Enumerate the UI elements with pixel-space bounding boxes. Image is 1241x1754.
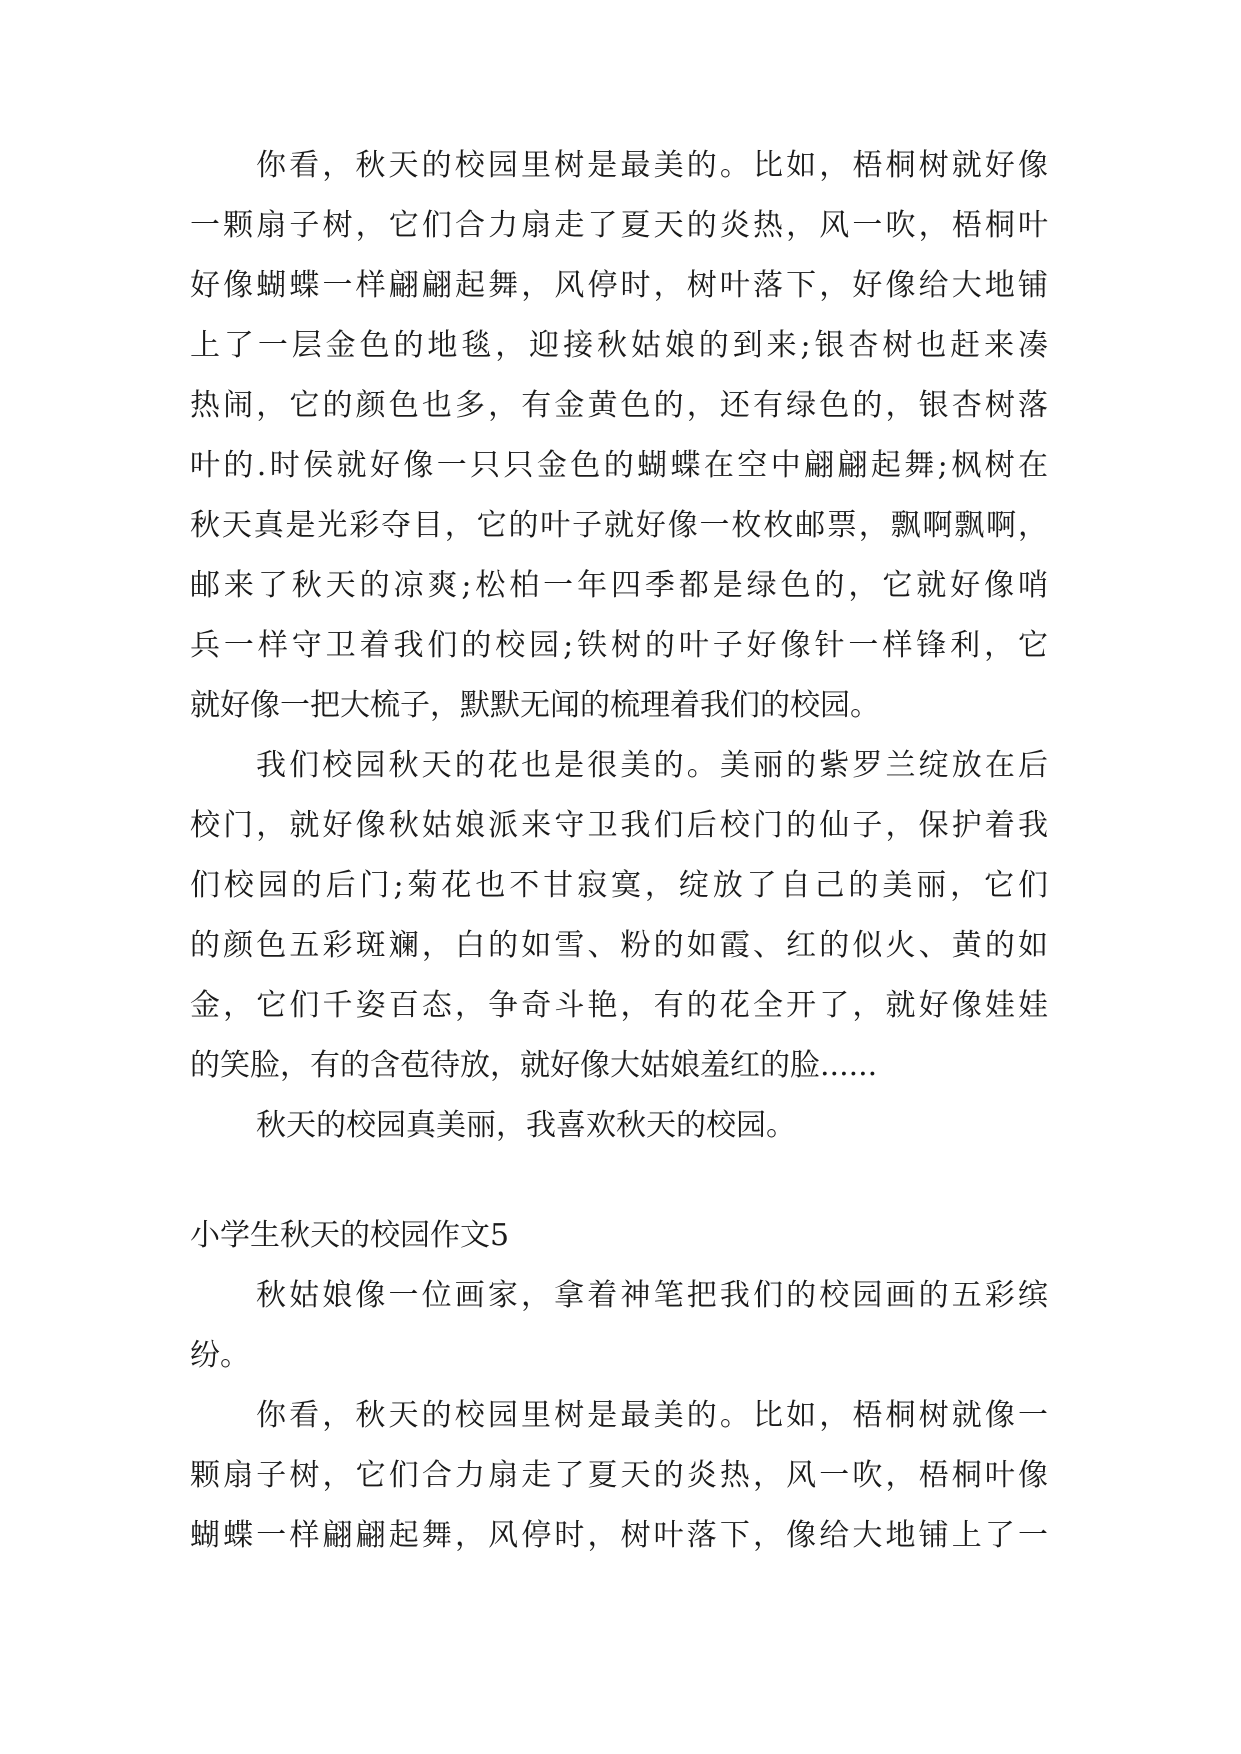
text-line: 好像蝴蝶一样翩翩起舞，风停时，树叶落下，好像给大地铺 <box>190 268 1048 303</box>
text-line: 纷。 <box>190 1338 250 1373</box>
text-line: 的颜色五彩斑斓，白的如雪、粉的如霞、红的似火、黄的如 <box>190 928 1048 963</box>
text-line: 颗扇子树，它们合力扇走了夏天的炎热，风一吹，梧桐叶像 <box>190 1458 1048 1493</box>
text-line: 校门，就好像秋姑娘派来守卫我们后校门的仙子，保护着我 <box>190 808 1048 843</box>
essay-part-2 <box>190 1266 1048 1566</box>
text-line: 秋天真是光彩夺目，它的叶子就好像一枚枚邮票，飘啊飘啊， <box>190 508 1048 543</box>
text-line: 蝴蝶一样翩翩起舞，风停时，树叶落下，像给大地铺上了一 <box>190 1518 1048 1553</box>
text-line: 就好像一把大梳子，默默无闻的梳理着我们的校园。 <box>190 688 880 723</box>
essay-part-1 <box>190 136 1048 1156</box>
text-line: 你看，秋天的校园里树是最美的。比如，梧桐树就像一 <box>256 1398 1048 1433</box>
essay-heading <box>190 1206 1048 1266</box>
text-line: 上了一层金色的地毯，迎接秋姑娘的到来;银杏树也赶来凑 <box>190 328 1048 363</box>
text-line: 们校园的后门;菊花也不甘寂寞，绽放了自己的美丽，它们 <box>190 868 1048 903</box>
text-line: 秋天的校园真美丽，我喜欢秋天的校园。 <box>256 1108 796 1143</box>
text-line: 热闹，它的颜色也多，有金黄色的，还有绿色的，银杏树落 <box>190 388 1048 423</box>
text-line: 秋姑娘像一位画家，拿着神笔把我们的校园画的五彩缤 <box>256 1278 1048 1313</box>
text-line: 的笑脸，有的含苞待放，就好像大姑娘羞红的脸...... <box>190 1048 878 1083</box>
text-line: 金，它们千姿百态，争奇斗艳，有的花全开了，就好像娃娃 <box>190 988 1048 1023</box>
text-line: 一颗扇子树，它们合力扇走了夏天的炎热，风一吹，梧桐叶 <box>190 208 1048 243</box>
text-line: 叶的.时侯就好像一只只金色的蝴蝶在空中翩翩起舞;枫树在 <box>190 448 1048 483</box>
text-line: 我们校园秋天的花也是很美的。美丽的紫罗兰绽放在后 <box>256 748 1048 783</box>
text-line: 邮来了秋天的凉爽;松柏一年四季都是绿色的，它就好像哨 <box>190 568 1048 603</box>
text-line: 你看，秋天的校园里树是最美的。比如，梧桐树就好像 <box>256 148 1048 183</box>
text-line: 兵一样守卫着我们的校园;铁树的叶子好像针一样锋利，它 <box>190 628 1048 663</box>
section-title: 小学生秋天的校园作文5 <box>190 1218 510 1253</box>
